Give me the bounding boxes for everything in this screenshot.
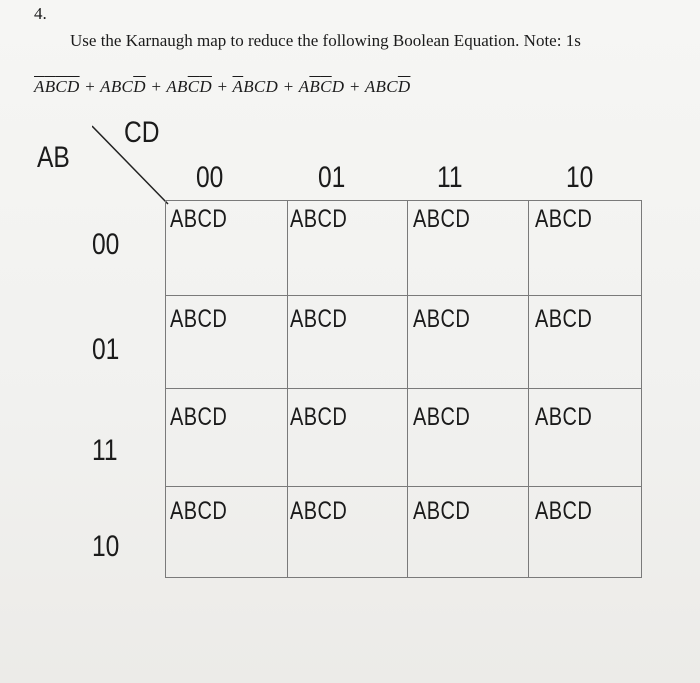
- col-header-11: 11: [437, 161, 463, 194]
- grid-divider: [407, 201, 408, 577]
- kmap-cell-r3-c0: ABCD: [170, 497, 228, 525]
- kmap-cell-r1-c0: ABCD: [170, 305, 228, 333]
- kmap-cell-r0-c3: ABCD: [535, 205, 593, 233]
- grid-divider: [166, 486, 641, 487]
- kmap-cell-r1-c3: ABCD: [535, 305, 593, 333]
- kmap-cell-r1-c2: ABCD: [413, 305, 471, 333]
- kmap-cell-r1-c1: ABCD: [290, 305, 348, 333]
- kmap-cell-r3-c2: ABCD: [413, 497, 471, 525]
- kmap-cell-r3-c3: ABCD: [535, 497, 593, 525]
- plus-operator: +: [211, 77, 233, 96]
- row-header-00: 00: [92, 228, 120, 261]
- kmap-cell-r0-c2: ABCD: [413, 205, 471, 233]
- grid-divider: [166, 388, 641, 389]
- kmap-cell-r3-c1: ABCD: [290, 497, 348, 525]
- equation-term: $\overline{A}\overline{B}\overline{C}\overline{D}$: [34, 77, 80, 96]
- row-variable-label: AB: [37, 141, 70, 174]
- row-header-01: 01: [92, 333, 120, 366]
- kmap-cell-r0-c1: ABCD: [290, 205, 348, 233]
- grid-divider: [528, 201, 529, 577]
- kmap-cell-r2-c2: ABCD: [413, 403, 471, 431]
- equation-term: $\overline{A}BCD$: [232, 77, 279, 96]
- col-variable-label: CD: [124, 116, 160, 149]
- col-header-10: 10: [566, 161, 594, 194]
- plus-operator: +: [278, 77, 299, 96]
- row-header-10: 10: [92, 530, 120, 563]
- equation-term: $ABC\overline{D}$: [100, 77, 146, 96]
- kmap-cell-r2-c0: ABCD: [170, 403, 228, 431]
- instruction-text: Use the Karnaugh map to reduce the following Boolean Equation. Note: 1s: [70, 31, 581, 50]
- equation-term: $ABC\overline{D}$: [364, 77, 411, 96]
- boolean-equation: [34, 77, 410, 97]
- col-header-01: 01: [318, 161, 346, 194]
- plus-operator: +: [344, 77, 365, 96]
- grid-divider: [287, 201, 288, 577]
- kmap-cell-r0-c0: ABCD: [170, 205, 228, 233]
- question-number: 4.: [34, 4, 47, 23]
- row-header-11: 11: [92, 434, 118, 467]
- equation-term: $AB\overline{C}\overline{D}$: [166, 77, 212, 96]
- kmap-cell-r2-c1: ABCD: [290, 403, 348, 431]
- col-header-00: 00: [196, 161, 224, 194]
- equation-term: $A\overline{B}\overline{C}D$: [298, 77, 345, 96]
- plus-operator: +: [145, 77, 167, 96]
- plus-operator: +: [79, 77, 101, 96]
- kmap-cell-r2-c3: ABCD: [535, 403, 593, 431]
- grid-divider: [166, 295, 641, 296]
